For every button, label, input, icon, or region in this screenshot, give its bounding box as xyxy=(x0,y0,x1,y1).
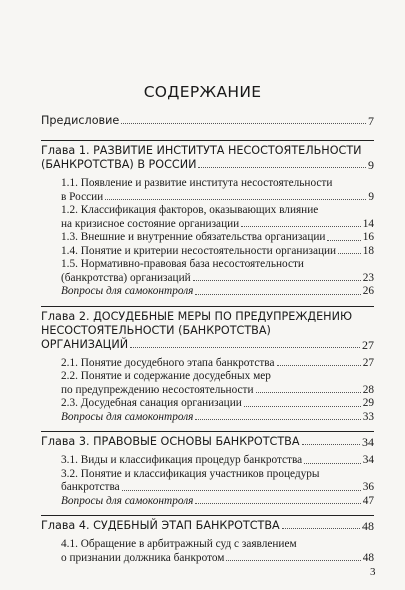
section-title-line: 3.2. Понятие и классификация участников процедуры xyxy=(61,467,320,480)
section-title-line: 1.2. Классификация факторов, оказывающих влияние xyxy=(61,204,319,216)
dot-leader xyxy=(282,528,360,529)
page-ref: 18 xyxy=(362,244,374,257)
toc-entry-section-2-3[interactable] xyxy=(41,397,374,411)
table-of-contents xyxy=(41,114,374,565)
page-ref: 48 xyxy=(362,519,374,533)
section-title-line: 3.1. Виды и классификация процедур банкротства xyxy=(61,454,303,466)
section-title-line: 1.5. Нормативно-правовая база несостоятельности xyxy=(61,258,304,270)
toc-title: СОДЕРЖАНИЕ xyxy=(143,83,262,101)
toc-entry-chapter-1[interactable] xyxy=(41,144,374,172)
dot-leader xyxy=(244,406,361,407)
section-title-line: о признании должника банкротом xyxy=(61,551,225,564)
toc-entry-questions-1[interactable] xyxy=(41,285,374,299)
page-ref: 47 xyxy=(362,494,374,507)
chapter-divider xyxy=(41,515,374,516)
chapter-divider xyxy=(41,306,374,307)
page-ref: 36 xyxy=(362,481,374,493)
toc-entry-section-1-3[interactable] xyxy=(41,231,374,245)
chapter-title-line: НЕСОСТОЯТЕЛЬНОСТИ (БАНКРОТСТВА) xyxy=(41,323,271,337)
dot-leader xyxy=(195,294,360,295)
toc-entry-section-4-1[interactable] xyxy=(41,538,374,565)
page-ref: 9 xyxy=(368,190,374,203)
page-ref: 7 xyxy=(368,114,374,128)
section-title-line: на кризисное состояние организации xyxy=(61,217,240,230)
questions-label: Вопросы для самоконтроля xyxy=(61,410,194,423)
chapter-divider xyxy=(41,140,374,141)
toc-entry-chapter-3[interactable] xyxy=(41,435,374,449)
dot-leader xyxy=(226,560,360,561)
dot-leader xyxy=(338,253,361,254)
toc-entry-section-3-2[interactable] xyxy=(41,468,374,495)
section-title-line: 1.3. Внешние и внутренние обязательства организации xyxy=(61,231,326,243)
section-title-line: 1.4. Понятие и критерии несостоятельности организации xyxy=(61,244,337,257)
page-ref: 27 xyxy=(362,337,374,352)
section-title-line: 4.1. Обращение в арбитражный суд с заявлением xyxy=(61,538,297,550)
toc-entry-questions-3[interactable] xyxy=(41,495,374,509)
page-ref: 23 xyxy=(362,271,374,284)
page-ref: 33 xyxy=(362,410,374,423)
section-title-line: 2.2. Понятие и содержание досудебных мер xyxy=(61,370,271,382)
section-title-line: (банкротства) организаций xyxy=(61,271,191,284)
dot-leader xyxy=(327,240,360,241)
dot-leader xyxy=(198,167,366,168)
page-ref: 16 xyxy=(362,231,374,243)
chapter-title-line: Глава 3. ПРАВОВЫЕ ОСНОВЫ БАНКРОТСТВА xyxy=(41,435,300,448)
toc-entry-section-3-1[interactable] xyxy=(41,454,374,468)
toc-entry-chapter-4[interactable] xyxy=(41,519,374,533)
toc-entry-section-1-1[interactable] xyxy=(41,177,374,204)
dot-leader xyxy=(195,419,360,420)
questions-label: Вопросы для самоконтроля xyxy=(61,494,194,507)
page-ref: 27 xyxy=(362,356,374,369)
dot-leader xyxy=(193,280,361,281)
chapter-title-line: Глава 4. СУДЕБНЫЙ ЭТАП БАНКРОТСТВА xyxy=(41,519,280,532)
chapter-title-line: Глава 1. РАЗВИТИЕ ИНСТИТУТА НЕСОСТОЯТЕЛЬНОСТИ xyxy=(41,144,362,157)
section-title-line: в России xyxy=(61,190,104,203)
page-ref: 34 xyxy=(362,454,374,466)
questions-label: Вопросы для самоконтроля xyxy=(61,285,194,297)
toc-entry-section-1-5[interactable] xyxy=(41,258,374,285)
dot-leader xyxy=(241,226,360,227)
toc-entry-chapter-2[interactable] xyxy=(41,310,374,352)
toc-entry-section-2-2[interactable] xyxy=(41,370,374,397)
page-ref: 26 xyxy=(362,285,374,297)
dot-leader xyxy=(302,444,360,445)
page-ref: 48 xyxy=(362,551,374,564)
page-ref: 34 xyxy=(362,435,374,449)
dot-leader xyxy=(121,123,366,124)
dot-leader xyxy=(105,199,366,200)
dot-leader xyxy=(256,392,361,393)
page-ref: 28 xyxy=(362,383,374,396)
chapter-title-line: Глава 2. ДОСУДЕБНЫЕ МЕРЫ ПО ПРЕДУПРЕЖДЕНИЮ xyxy=(41,309,353,323)
dot-leader xyxy=(195,503,360,504)
chapter-divider xyxy=(41,431,374,432)
toc-entry-questions-2[interactable] xyxy=(41,411,374,425)
toc-entry-section-2-1[interactable] xyxy=(41,357,374,371)
page-number: 3 xyxy=(370,566,376,578)
toc-entry-preface[interactable] xyxy=(41,114,374,128)
dot-leader xyxy=(122,490,361,491)
page-ref: 9 xyxy=(368,158,374,172)
preface-label: Предисловие xyxy=(41,114,120,127)
dot-leader xyxy=(130,347,360,348)
section-title-line: 2.3. Досудебная санация организации xyxy=(61,397,242,409)
section-title-line: 2.1. Понятие досудебного этапа банкротства xyxy=(61,356,275,369)
chapter-title-line: (БАНКРОТСТВА) В РОССИИ xyxy=(41,158,197,171)
toc-entry-section-1-2[interactable] xyxy=(41,204,374,231)
section-title-line: 1.1. Появление и развитие института несостоятельности xyxy=(61,177,333,189)
chapter-title-line: ОРГАНИЗАЦИЙ xyxy=(41,337,129,351)
section-title-line: банкротства xyxy=(61,481,120,493)
dot-leader xyxy=(277,365,361,366)
page-ref: 29 xyxy=(362,397,374,409)
toc-entry-section-1-4[interactable] xyxy=(41,245,374,259)
dot-leader xyxy=(304,463,361,464)
section-title-line: по предупреждению несостоятельности xyxy=(61,383,254,396)
page-ref: 14 xyxy=(362,217,374,230)
